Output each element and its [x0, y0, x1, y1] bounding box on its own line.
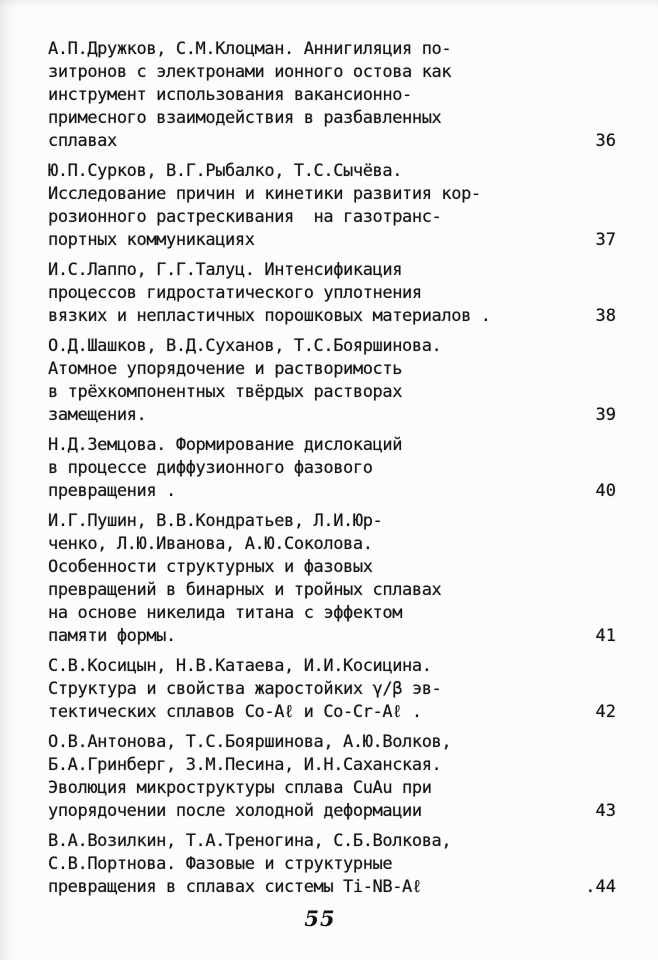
toc-line: С.В.Портнова. Фазовые и структурные: [48, 854, 393, 874]
toc-line: розионного растрескивания на газотранс-: [48, 207, 442, 227]
toc-line-text: памяти формы.: [48, 626, 176, 646]
toc-entry: [48, 160, 616, 252]
toc-line: в процессе диффузионного фазового: [48, 458, 373, 478]
page-footer: [36, 906, 604, 931]
toc-entry: [48, 655, 616, 724]
toc-line-text: вязких и непластичных порошковых материалов .: [48, 306, 491, 326]
entry-page-number: 40: [595, 481, 616, 501]
entry-page-number: 38: [595, 306, 616, 326]
toc-line-text: упорядочении после холодной деформации: [48, 801, 422, 821]
toc-entry: [48, 830, 616, 899]
toc-line-text: превращения в сплавах системы Ti-NB-Aℓ: [48, 877, 422, 897]
toc-line: на основе никелида титана с эффектом: [48, 603, 403, 623]
toc-line: инструмент использования вакансионно-: [48, 85, 412, 105]
toc-line: Особенности структурных и фазовых: [48, 557, 373, 577]
toc-last-line: [48, 701, 616, 724]
toc-line: ченко, Л.Ю.Иванова, А.Ю.Соколова.: [48, 534, 373, 554]
toc-last-line: [48, 229, 616, 252]
toc-entry: [48, 510, 616, 648]
toc-line: Ю.П.Сурков, В.Г.Рыбалко, Т.С.Сычёва.: [48, 161, 403, 181]
toc-entry: [48, 259, 616, 328]
entry-page-number: 36: [595, 131, 616, 151]
toc-line: О.Д.Шашков, В.Д.Суханов, Т.С.Бояршинова.: [48, 336, 442, 356]
toc-line-text: портных коммуникациях: [48, 230, 255, 250]
toc-last-line: [48, 480, 616, 503]
toc-line: зитронов с электронами ионного остова как: [48, 62, 452, 82]
toc-line: примесного взаимодействия в разбавленных: [48, 108, 442, 128]
toc-line: Эволюция микроструктуры сплава CuAu при: [48, 778, 432, 798]
toc-line: Н.Д.Земцова. Формирование дислокаций: [48, 435, 403, 455]
toc-line: процессов гидростатического уплотнения: [48, 283, 422, 303]
toc-entry: [48, 335, 616, 427]
entry-page-number: 41: [595, 626, 616, 646]
toc-line-text: превращения .: [48, 481, 176, 501]
toc-entry: [48, 434, 616, 503]
footer-page-number: 55: [304, 906, 336, 931]
entry-page-number: 39: [595, 405, 616, 425]
toc-last-line: [48, 130, 616, 153]
toc-line-text: тектических сплавов Co-Aℓ и Co-Cr-Aℓ .: [48, 702, 422, 722]
entry-page-number: 42: [595, 702, 616, 722]
toc-entry: [48, 38, 616, 153]
toc-last-line: [48, 625, 616, 648]
toc-last-line: [48, 404, 616, 427]
entry-page-number: 37: [595, 230, 616, 250]
toc-line-text: замещения.: [48, 405, 147, 425]
toc-line: превращений в бинарных и тройных сплавах: [48, 580, 442, 600]
entry-page-number: .44: [585, 877, 616, 897]
toc-line: С.В.Косицын, Н.В.Катаева, И.И.Косицина.: [48, 656, 432, 676]
toc-line: И.С.Лаппо, Г.Г.Талуц. Интенсификация: [48, 260, 403, 280]
toc-line: Б.А.Гринберг, З.М.Песина, И.Н.Саханская.: [48, 755, 442, 775]
toc-line: В.А.Возилкин, Т.А.Треногина, С.Б.Волкова,: [48, 831, 452, 851]
toc-last-line: [48, 800, 616, 823]
toc-last-line: [48, 876, 616, 899]
toc-line: Атомное упорядочение и растворимость: [48, 359, 403, 379]
toc-line: О.В.Антонова, Т.С.Бояршинова, А.Ю.Волков,: [48, 732, 452, 752]
toc-line: Исследование причин и кинетики развития кор-: [48, 184, 481, 204]
toc-last-line: [48, 305, 616, 328]
toc-line: А.П.Дружков, С.М.Клоцман. Аннигиляция по-: [48, 39, 452, 59]
toc-line: в трёхкомпонентных твёрдых растворах: [48, 382, 403, 402]
toc-entry: [48, 731, 616, 823]
toc-line: Структура и свойства жаростойких γ/β эв-: [48, 679, 442, 699]
toc-line-text: сплавах: [48, 131, 117, 151]
toc-line: И.Г.Пушин, В.В.Кондратьев, Л.И.Юр-: [48, 511, 383, 531]
entry-page-number: 43: [595, 801, 616, 821]
table-of-contents: [48, 38, 616, 899]
